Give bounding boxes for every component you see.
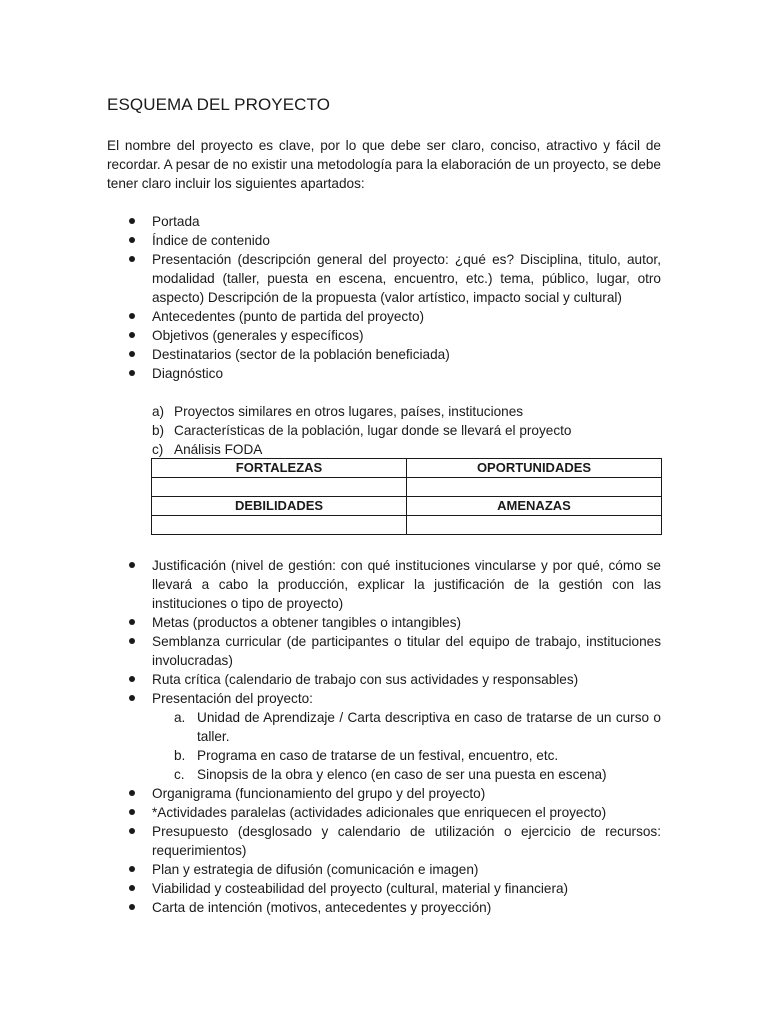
list-item: Organigrama (funcionamiento del grupo y del proyecto) bbox=[107, 784, 661, 803]
list-item: a) Proyectos similares en otros lugares, países, instituciones bbox=[152, 404, 524, 419]
bullet-icon bbox=[129, 218, 135, 224]
list-item: Carta de intención (motivos, antecedentes y proyección) bbox=[107, 898, 661, 917]
list-item: Presupuesto (desglosado y calendario de utilización o ejercicio de recursos: requerimientos) bbox=[107, 822, 661, 860]
bullet-icon bbox=[129, 809, 135, 815]
bullet-icon bbox=[129, 885, 135, 891]
list-item: Ruta crítica (calendario de trabajo con sus actividades y responsables) bbox=[107, 670, 661, 689]
section-list-secondary bbox=[107, 556, 661, 917]
foda-table bbox=[151, 458, 662, 535]
list-item: Semblanza curricular (de participantes o titular del equipo de trabajo, instituciones involucradas) bbox=[107, 632, 661, 670]
list-item: Presentación (descripción general del proyecto: ¿qué es? Disciplina, titulo, autor, modalidad (taller, puesta en escena, encuentro, etc.) tema, público, lugar, otro aspecto) Descripción de la propuesta (valor artístico, impacto social y cultural) bbox=[107, 250, 661, 307]
list-item: Metas (productos a obtener tangibles o intangibles) bbox=[107, 613, 661, 632]
list-item: Índice de contenido bbox=[107, 231, 661, 250]
list-item: c) Análisis FODA bbox=[152, 442, 263, 457]
bullet-icon bbox=[129, 332, 135, 338]
list-item: Plan y estrategia de difusión (comunicación e imagen) bbox=[107, 860, 661, 879]
bullet-icon bbox=[129, 695, 135, 701]
bullet-icon bbox=[129, 351, 135, 357]
list-item: Destinatarios (sector de la población beneficiada) bbox=[107, 345, 661, 364]
bullet-icon bbox=[129, 676, 135, 682]
bullet-icon bbox=[129, 790, 135, 796]
list-item: b) Características de la población, lugar donde se llevará el proyecto bbox=[152, 423, 572, 438]
foda-header-fortalezas: FORTALEZAS bbox=[152, 459, 407, 478]
presentacion-sublist bbox=[152, 708, 661, 784]
bullet-icon bbox=[129, 619, 135, 625]
foda-header-oportunidades: OPORTUNIDADES bbox=[407, 459, 662, 478]
list-item: Justificación (nivel de gestión: con qué instituciones vincularse y por qué, cómo se llevará a cabo la producción, explicar la justificación de la gestión con las instituciones o tipo de proyecto) bbox=[107, 556, 661, 613]
list-item: Portada bbox=[107, 212, 661, 231]
list-item: c. Sinopsis de la obra y elenco (en caso de ser una puesta en escena) bbox=[174, 767, 607, 782]
bullet-icon bbox=[129, 313, 135, 319]
bullet-icon bbox=[129, 866, 135, 872]
list-item: a. Unidad de Aprendizaje / Carta descriptiva en caso de tratarse de un curso o taller. bbox=[174, 710, 661, 744]
bullet-icon bbox=[129, 638, 135, 644]
bullet-icon bbox=[129, 256, 135, 262]
list-item: Antecedentes (punto de partida del proyecto) bbox=[107, 307, 661, 326]
diagnostico-sublist bbox=[152, 402, 662, 459]
bullet-icon bbox=[129, 828, 135, 834]
list-item: Presentación del proyecto: a. Unidad de Aprendizaje / Carta descriptiva en caso de tratarse de un curso o taller. b. Programa en caso de tratarse de un festival, encuentro, etc. c. Sinopsis de la obra y elenco (en caso de ser una puesta en escena) bbox=[107, 689, 661, 784]
foda-cell-empty bbox=[152, 478, 407, 497]
bullet-icon bbox=[129, 370, 135, 376]
list-item: Diagnóstico bbox=[107, 364, 661, 383]
list-item: Viabilidad y costeabilidad del proyecto (cultural, material y financiera) bbox=[107, 879, 661, 898]
bullet-icon bbox=[129, 562, 135, 568]
page-title: ESQUEMA DEL PROYECTO bbox=[107, 95, 331, 114]
list-item: b. Programa en caso de tratarse de un festival, encuentro, etc. bbox=[174, 748, 559, 763]
intro-paragraph: El nombre del proyecto es clave, por lo que debe ser claro, conciso, atractivo y fácil de recordar. A pesar de no existir una metodología para la elaboración de un proyecto, se debe tener claro incluir los siguientes apartados: bbox=[107, 138, 661, 191]
foda-cell-empty bbox=[152, 516, 407, 535]
bullet-icon bbox=[129, 904, 135, 910]
list-item: Objetivos (generales y específicos) bbox=[107, 326, 661, 345]
list-item: *Actividades paralelas (actividades adicionales que enriquecen el proyecto) bbox=[107, 803, 661, 822]
foda-header-amenazas: AMENAZAS bbox=[407, 497, 662, 516]
foda-cell-empty bbox=[407, 478, 662, 497]
foda-cell-empty bbox=[407, 516, 662, 535]
bullet-icon bbox=[129, 237, 135, 243]
section-list-primary bbox=[107, 212, 661, 383]
foda-header-debilidades: DEBILIDADES bbox=[152, 497, 407, 516]
